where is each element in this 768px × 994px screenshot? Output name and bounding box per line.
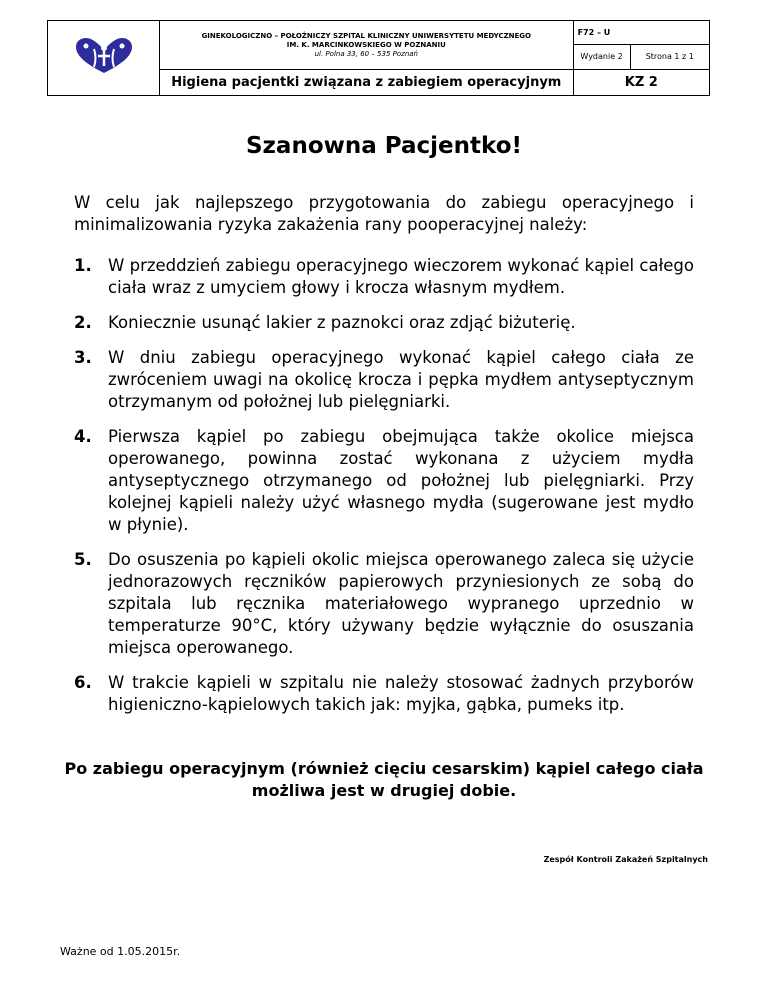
item-number: 3. — [74, 348, 92, 367]
form-code: F72 – U — [574, 21, 709, 45]
item-number: 1. — [74, 256, 92, 275]
list-item — [74, 312, 694, 334]
valid-from: Ważne od 1.05.2015r. — [60, 945, 181, 958]
item-number: 2. — [74, 313, 92, 332]
institution-line-2: IM. K. MARCINKOWSKIEGO W POZNANIU — [286, 40, 446, 49]
list-item — [74, 672, 694, 716]
institution-line-1: GINEKOLOGICZNO – POŁOŻNICZY SZPITAL KLINICZNY UNIWERSYTETU MEDYCZNEGO — [201, 31, 532, 40]
item-number: 5. — [74, 550, 92, 569]
page-title: Szanowna Pacjentko! — [245, 133, 522, 159]
final-note: Po zabiegu operacyjnym (również cięciu cesarskim) kąpiel całego ciała możliwa jest w drugiej dobie. — [64, 759, 704, 800]
intro-paragraph: W celu jak najlepszego przygotowania do zabiegu operacyjnego i minimalizowania ryzyka zakażenia rany pooperacyjnej należy: — [74, 193, 694, 234]
document-subject: Higiena pacjentki związana z zabiegiem operacyjnym — [160, 70, 574, 96]
list-item — [74, 347, 694, 413]
item-text: Pierwsza kąpiel po zabiegu obejmująca także okolice miejsca operowanego, powinna zostać wykonana z użyciem mydła antyseptycznego otrzymanego od położnej lub pielęgniarki. Przy kolejnej kąpieli należy użyć własnego mydła (sugerowane jest mydło w płynie). — [108, 427, 694, 534]
instructions-list — [74, 255, 694, 729]
list-item — [74, 549, 694, 659]
item-text: W dniu zabiegu operacyjnego wykonać kąpiel całego ciała ze zwróceniem uwagi na okolicę krocza i pępka mydłem antyseptycznym otrzymanym od położnej lub pielęgniarki. — [108, 348, 694, 411]
list-item — [74, 426, 694, 536]
item-text: Koniecznie usunąć lakier z paznokci oraz zdjąć biżuterię. — [108, 313, 576, 332]
page-number: Strona 1 z 1 — [645, 52, 694, 61]
institution-info — [160, 21, 574, 70]
institution-address: ul. Polna 33, 60 – 535 Poznań — [314, 49, 418, 58]
list-item — [74, 255, 694, 299]
item-number: 6. — [74, 673, 92, 692]
team-signature: Zespół Kontroli Zakażeń Szpitalnych — [543, 855, 708, 864]
logo-cell — [48, 21, 160, 96]
item-text: W przeddzień zabiegu operacyjnego wieczorem wykonać kąpiel całego ciała wraz z umyciem głowy i krocza własnym mydłem. — [108, 256, 694, 297]
item-text: W trakcie kąpieli w szpitalu nie należy stosować żadnych przyborów higieniczno-kąpielowych takich jak: myjka, gąbka, pumeks itp. — [108, 673, 694, 714]
hospital-logo-icon — [74, 37, 134, 75]
form-info — [573, 21, 709, 70]
edition: Wydanie 2 — [574, 45, 631, 69]
document-code: KZ 2 — [573, 70, 709, 96]
document-header — [47, 20, 710, 96]
item-number: 4. — [74, 427, 92, 446]
item-text: Do osuszenia po kąpieli okolic miejsca operowanego zaleca się użycie jednorazowych ręczników papierowych przyniesionych ze sobą do szpitala lub ręcznika materiałowego wypranego uprzednio w temperaturze 90°C, który używany będzie wyłącznie do osuszania miejsca operowanego. — [108, 550, 694, 657]
